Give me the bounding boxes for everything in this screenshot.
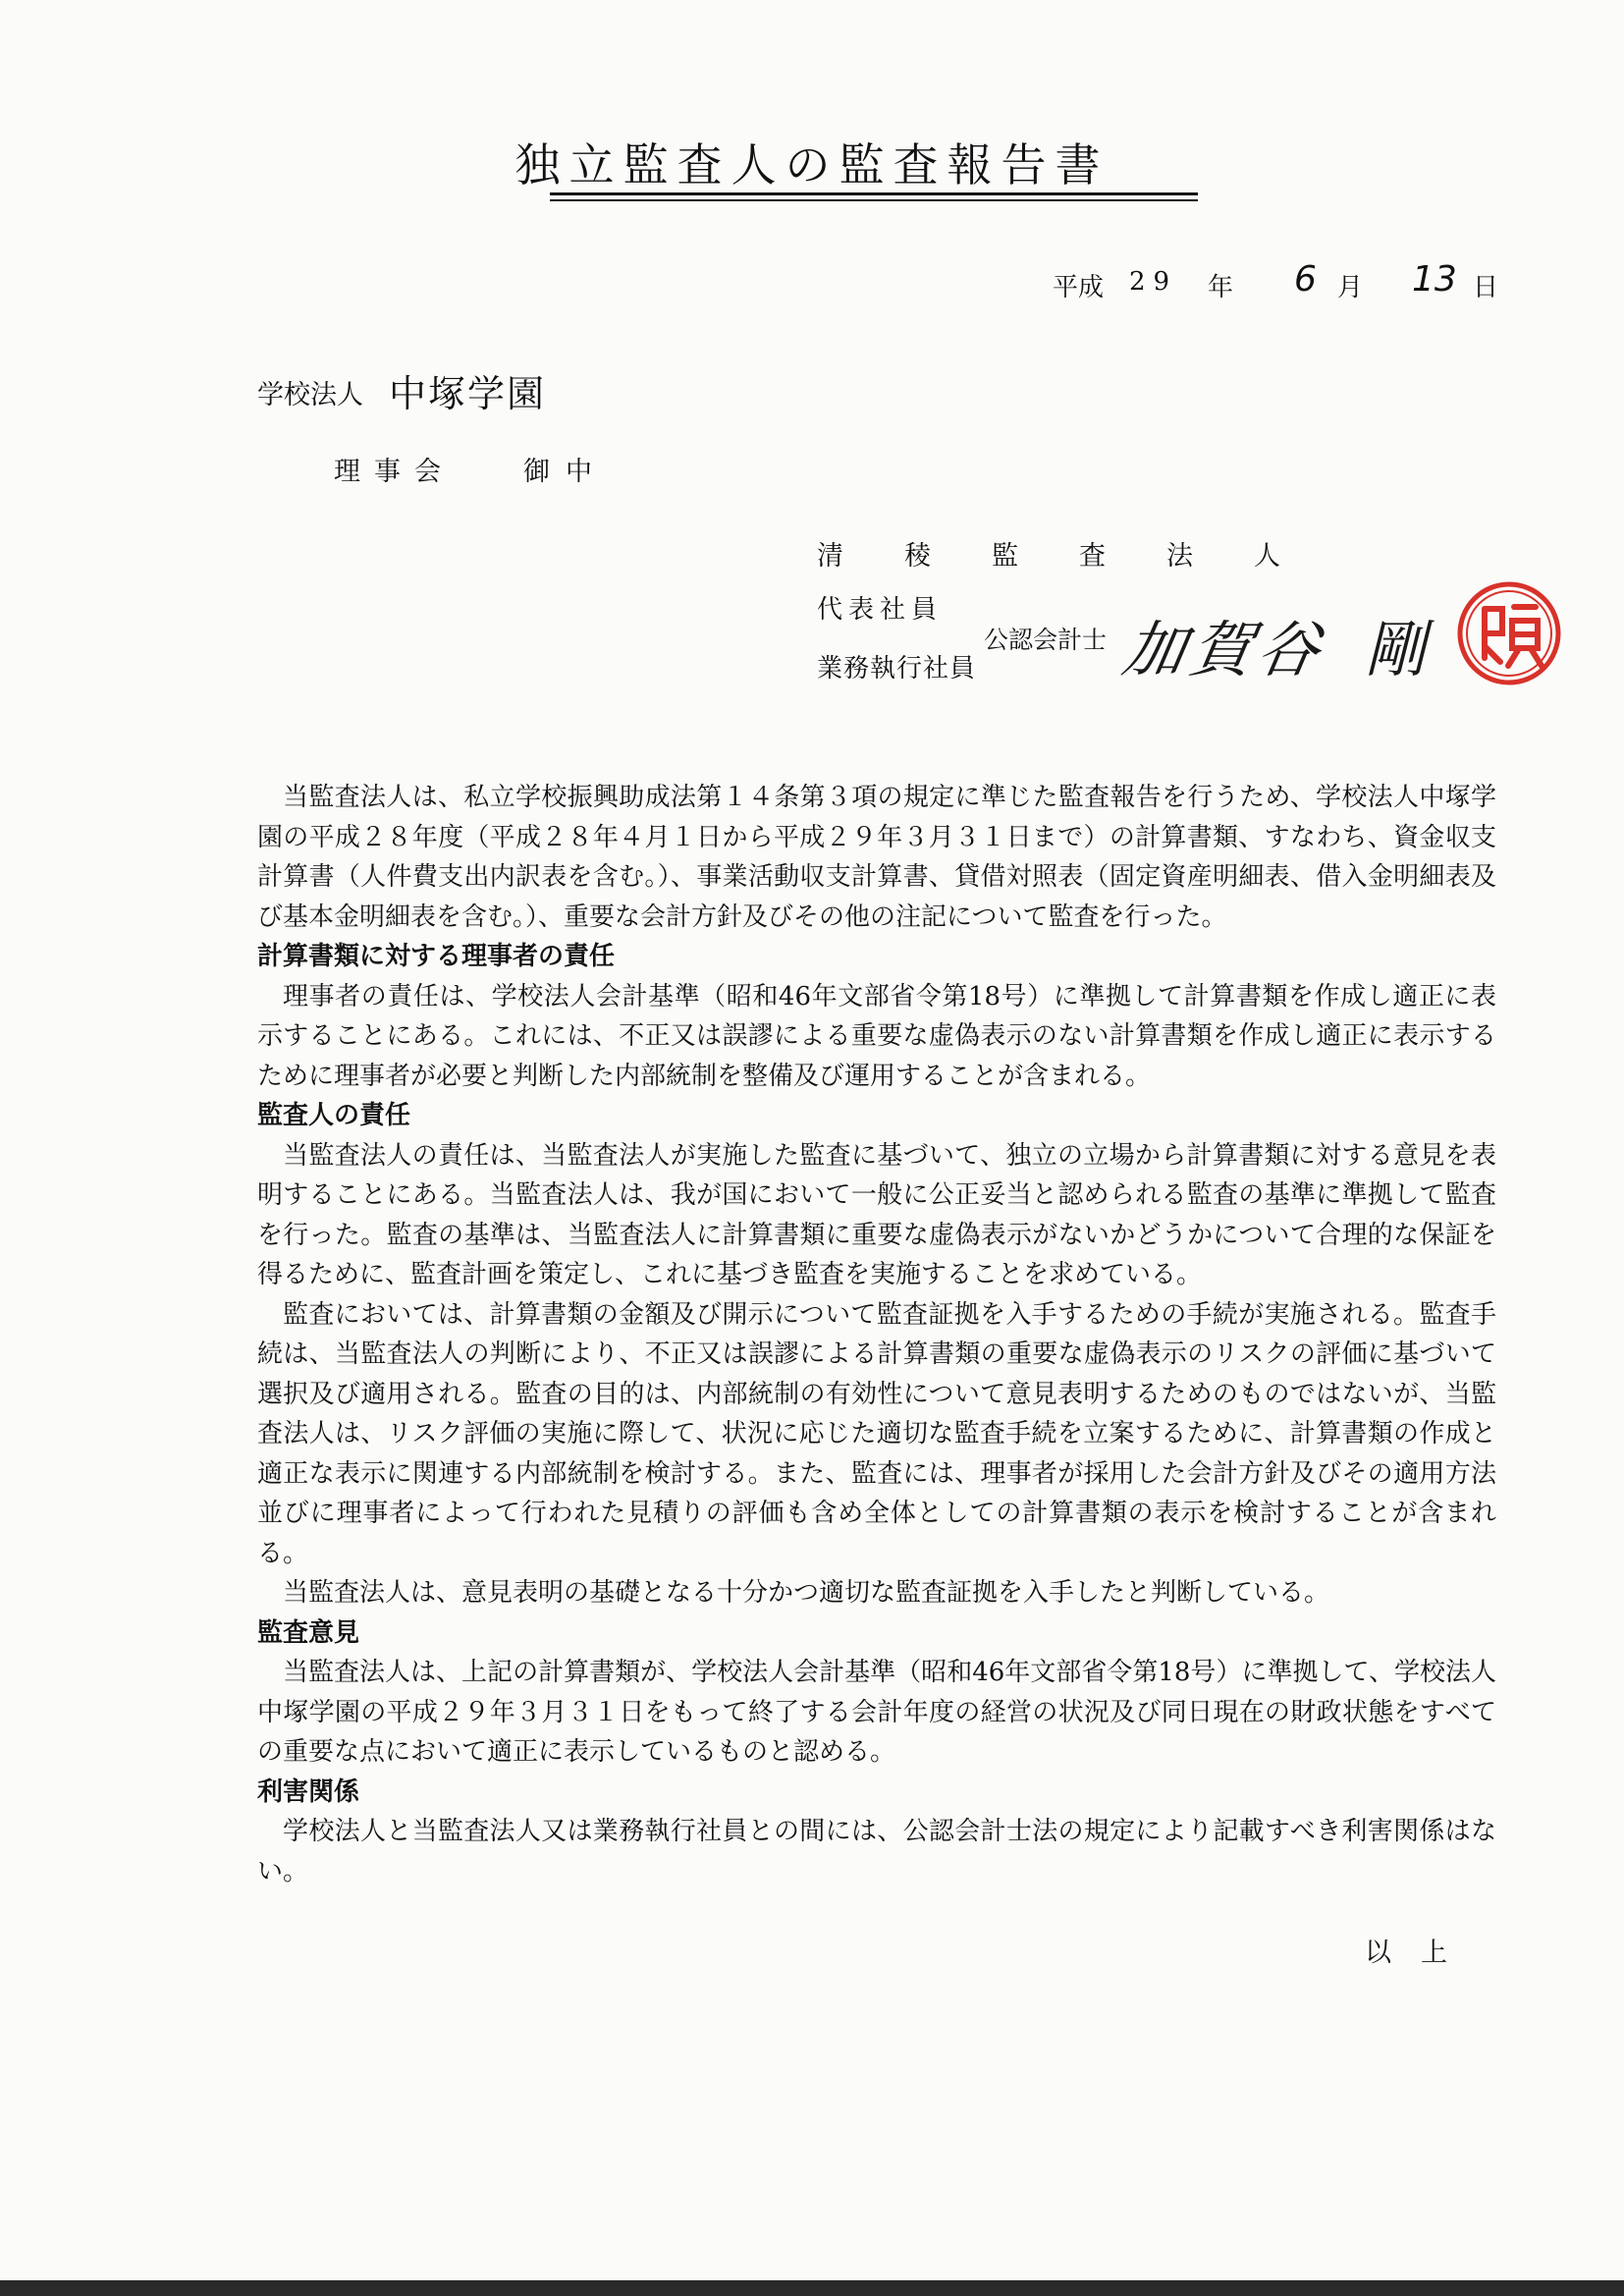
personal-seal-icon	[1455, 579, 1563, 687]
auditor-responsibility-paragraph-1: 当監査法人の責任は、当監査法人が実施した監査に基づいて、独立の立場から計算書類に対する意見を表明することにある。当監査法人は、我が国において一般に公正妥当と認められる監査の基準に準拠して監査を行った。監査の基準は、当監査法人に計算書類に重要な虚偽表示がないかどうかについて合理的な保証を得るために、監査計画を策定し、これに基づき監査を実施することを求めている。	[257, 1140, 1496, 1289]
date-era: 平成	[1053, 273, 1105, 302]
auditor-responsibility-paragraph-3: 当監査法人は、意見表明の基礎となる十分かつ適切な監査証拠を入手したと判断している。	[283, 1578, 1330, 1608]
section-heading-management-responsibility: 計算書類に対する理事者の責任	[257, 942, 616, 971]
title-underline-top	[550, 192, 1198, 195]
management-responsibility-paragraph: 理事者の責任は、学校法人会計基準（昭和46年文部省令第18号）に準拠して計算書類を作成し適正に表示することにある。これには、不正又は誤謬による重要な虚偽表示のない計算書類を作成し適正に表示するために理事者が必要と判断した内部統制を整備及び運用することが含まれる。	[257, 981, 1496, 1091]
intro-paragraph: 当監査法人は、私立学校振興助成法第１４条第３項の規定に準じた監査報告を行うため、学校法人中塚学園の平成２８年度（平成２８年４月１日から平成２９年３月３１日まで）の計算書類、すなわち、資金収支計算書（人件費支出内訳表を含む。）、事業活動収支計算書、貸借対照表（固定資産明細表、借入金明細表及び基本金明細表を含む。）、重要な会計方針及びその他の注記について監査を行った。	[257, 783, 1496, 932]
scan-bottom-edge	[0, 2280, 1624, 2296]
auditor-role-representative: 代表社員	[817, 595, 944, 625]
auditor-role-engagement: 業務執行社員	[817, 654, 977, 683]
closing-mark: 以上	[1365, 1938, 1477, 1968]
title-underline-bottom	[550, 199, 1198, 201]
date-month-unit: 月	[1337, 273, 1364, 302]
addressee-name: 中塚学園	[389, 372, 547, 415]
document-title: 独立監査人の監査報告書	[514, 138, 1110, 191]
addressee-prefix: 学校法人	[257, 380, 363, 410]
audit-opinion-paragraph: 当監査法人は、上記の計算書類が、学校法人会計基準（昭和46年文部省令第18号）に準拠して、学校法人中塚学園の平成２９年３月３１日をもって終了する会計年度の経営の状況及び同日現在の財政状態をすべての重要な点において適正に表示しているものと認める。	[257, 1658, 1496, 1767]
date-month-handwritten: 6	[1294, 259, 1317, 300]
addressee-board: 理事会	[334, 457, 455, 487]
date-day-unit: 日	[1473, 273, 1499, 302]
auditor-title: 公認会計士	[984, 626, 1108, 654]
section-heading-audit-opinion: 監査意見	[257, 1617, 360, 1648]
section-heading-auditor-responsibility: 監査人の責任	[257, 1101, 411, 1130]
handwritten-signature-family: 加賀谷	[1117, 614, 1331, 685]
interest-paragraph: 学校法人と当監査法人又は業務執行社員との間には、公認会計士法の規定により記載すべき利害関係はない。	[257, 1817, 1496, 1886]
report-body	[257, 778, 1496, 1891]
section-heading-interest: 利害関係	[257, 1777, 360, 1807]
date-year-unit: 年	[1208, 273, 1234, 302]
date-year: 29	[1129, 267, 1178, 297]
date-day-handwritten: 13	[1412, 259, 1457, 300]
audit-firm-name: 清稜監査法人	[817, 541, 1341, 572]
auditor-responsibility-paragraph-2: 監査においては、計算書類の金額及び開示について監査証拠を入手するための手続が実施される。監査手続は、当監査法人の判断により、不正又は誤謬による計算書類の重要な虚偽表示のリスクの評価に基づいて選択及び適用される。監査の目的は、内部統制の有効性について意見表明するためのものではないが、当監査法人は、リスク評価の実施に際して、状況に応じた適切な監査手続を立案するために、計算書類の作成と適正な表示に関連する内部統制を検討する。また、監査には、理事者が採用した会計方針及びその適用方法並びに理事者によって行われた見積りの評価も含め全体としての計算書類の表示を検討することが含まれる。	[257, 1299, 1496, 1568]
addressee-honorific: 御中	[523, 457, 608, 487]
handwritten-signature-given: 剛	[1365, 614, 1427, 685]
